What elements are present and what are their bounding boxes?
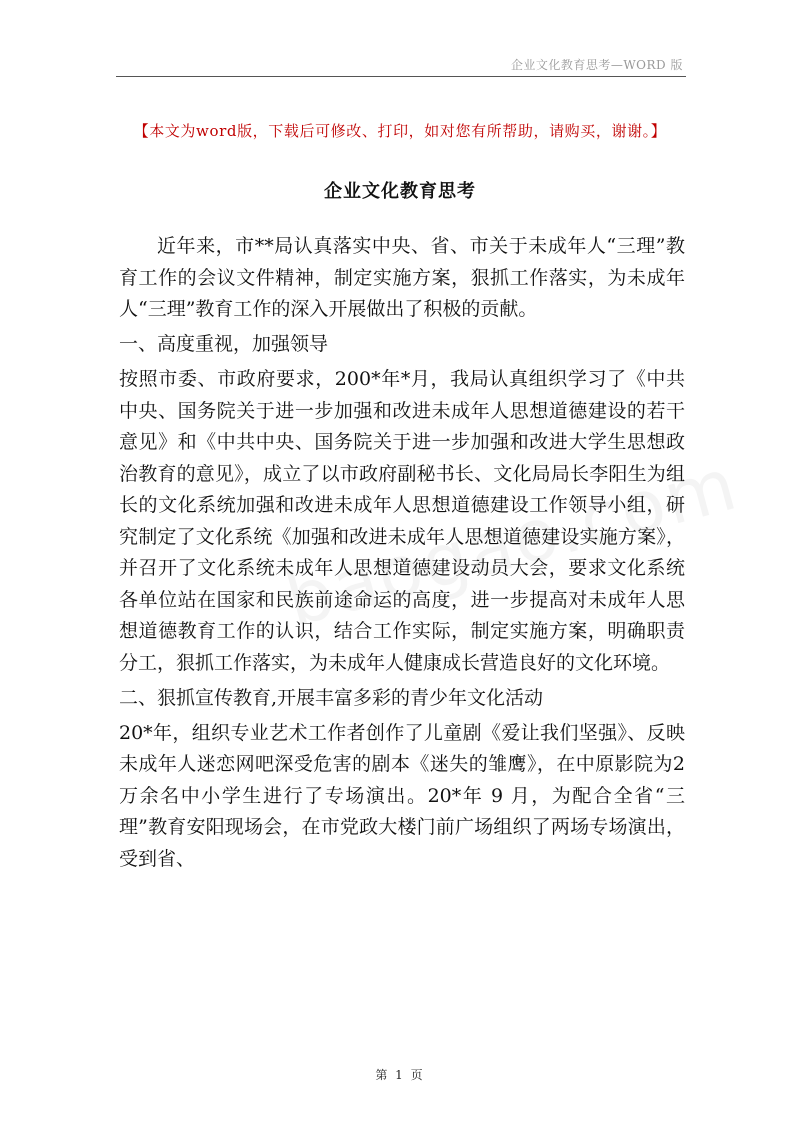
header-text: 企业文化教育思考—WORD 版 — [510, 58, 683, 72]
header-rule — [116, 76, 686, 77]
purchase-notice: 【本文为word版，下载后可修改、打印，如对您有所帮助，请购买，谢谢。】 — [133, 122, 667, 140]
page-number: 第 1 页 — [375, 1068, 425, 1082]
paragraph-section-2: 20*年，组织专业艺术工作者创作了儿童剧《爱让我们坚强》、反映未成年人迷恋网吧深受危害的剧本《迷失的雏鹰》，在中原影院为2万余名中小学生进行了专场演出。20*年 9 月，为配合全省“三理”教育安阳现场会，在市党政大楼门前广场组织了两场专场演出，受到省、 — [119, 721, 685, 870]
paragraph-intro: 近年来，市**局认真落实中央、省、市关于未成年人“三理”教育工作的会议文件精神，制定实施方案，狠抓工作落实，为未成年人“三理”教育工作的深入开展做出了积极的贡献。 — [119, 235, 685, 320]
section-heading-2: 二、狠抓宣传教育,开展丰富多彩的青少年文化活动 — [119, 686, 544, 709]
paragraph-section-1: 按照市委、市政府要求，200*年*月，我局认真组织学习了《中共中央、国务院关于进一步加强和改进未成年人思想道德建设的若干意见》和《中共中央、国务院关于进一步加强和改进大学生思想政治教育的意见》，成立了以市政府副秘书长、文化局局长李阳生为组长的文化系统加强和改进未成年人思想道德建设工作领导小组，研究制定了文化系统《加强和改进未成年人思想道德建设实施方案》，并召开了文化系统未成年人思想道德建设动员大会，要求文化系统各单位站在国家和民族前途命运的高度，进一步提高对未成年人思想道德教育工作的认识，结合工作实际，制定实施方案，明确职责分工，狠抓工作落实，为未成年人健康成长营造良好的文化环境。 — [119, 368, 685, 674]
document-title: 企业文化教育思考 — [324, 181, 476, 202]
section-heading-1: 一、高度重视，加强领导 — [119, 333, 329, 355]
